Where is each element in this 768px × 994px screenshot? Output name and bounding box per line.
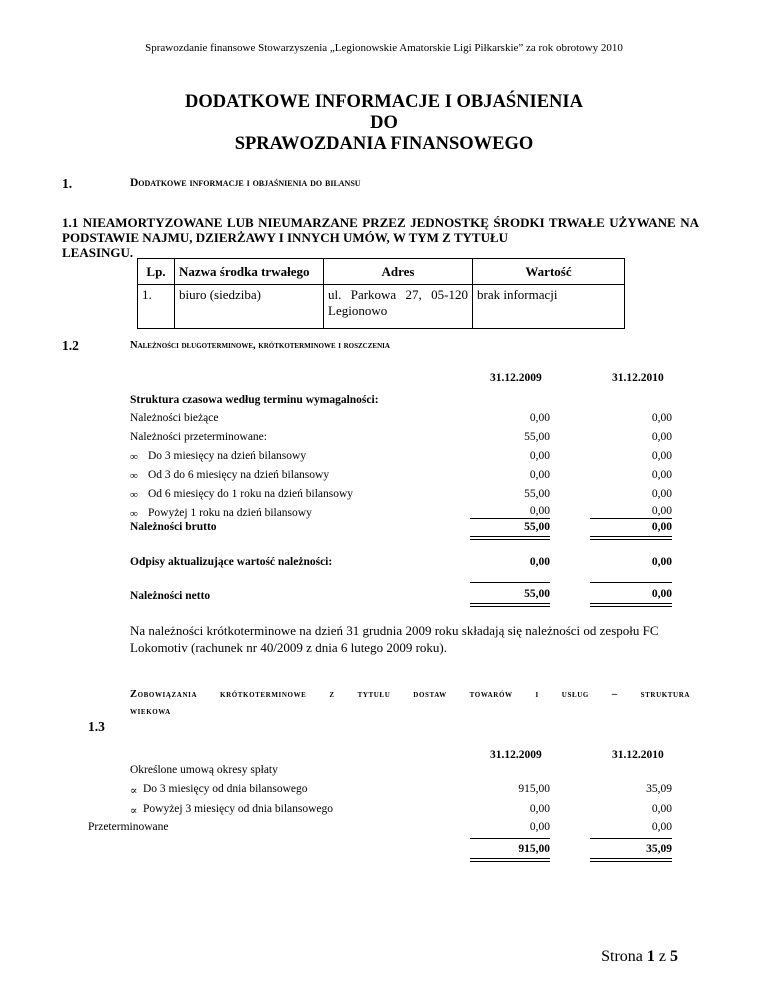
col-date-2009: 31.12.2009	[490, 749, 542, 761]
fixed-assets-table	[137, 258, 625, 329]
total-double-rule	[470, 603, 550, 607]
col-date-2010: 31.12.2010	[612, 749, 664, 761]
col-date-2010: 31.12.2010	[612, 372, 664, 384]
subtotal-rule	[470, 518, 550, 519]
subsection-1-1-title-end: LEASINGU.	[62, 245, 134, 260]
cell-lp: 1.	[138, 285, 175, 329]
netto-value-2009: 55,00	[524, 588, 550, 600]
row-value-2010: 0,00	[651, 488, 672, 500]
row-value-2010: 0,00	[651, 505, 672, 517]
row-value-2009: 0,00	[529, 803, 550, 815]
subtotal-rule	[470, 838, 550, 839]
total-double-rule	[590, 536, 672, 540]
overdue-value-2009: 0,00	[529, 821, 550, 833]
running-header: Sprawozdanie finansowe Stowarzyszenia „Legionowskie Amatorskie Ligi Piłkarskie” za rok obrotowy 2010	[145, 42, 623, 54]
row-value-2009: 0,00	[529, 505, 550, 517]
brutto-value-2010: 0,00	[651, 521, 672, 533]
table-row	[138, 285, 625, 329]
page-prefix: Strona	[601, 948, 647, 965]
brutto-label: Należności brutto	[130, 521, 217, 533]
subtotal-rule	[590, 838, 672, 839]
row-value-2010: 0,00	[651, 469, 672, 481]
doc-title-line-3: SPRAWOZDANIA FINANSOWEGO	[234, 134, 534, 154]
row-label: Do 3 miesięcy na dzień bilansowy	[148, 450, 307, 462]
overdue-value-2010: 0,00	[651, 821, 672, 833]
subtotal-rule	[470, 582, 550, 583]
row-label: Od 3 do 6 miesięcy na dzień bilansowy	[148, 469, 330, 481]
doc-title-line-1: DODATKOWE INFORMACJE I OBJAŚNIENIA	[185, 92, 583, 112]
bullet-icon: ∝	[130, 785, 138, 797]
row-label: Od 6 miesięcy do 1 roku na dzień bilansowy	[148, 488, 354, 500]
subtotal-rule	[590, 518, 672, 519]
subsection-1-1-title-text: 1.1 NIEAMORTYZOWANE LUB NIEUMARZANE PRZEZ JEDNOSTKĘ ŚRODKI TRWAŁE UŻYWANE NA PODSTAWIE NAJMU, DZIERŻAWY I INNYCH UMÓW, W TYM Z TYTUŁU	[62, 215, 699, 245]
section-1-title: Dodatkowe informacje i objaśnienia do bilansu	[130, 177, 361, 189]
page-sep: z	[654, 948, 670, 965]
bullet-icon: ∞	[130, 470, 138, 482]
subsection-1-3-title-line-1: Zobowiązania krótkoterminowe z tytułu dostaw towarów i usług – struktura	[130, 689, 690, 700]
page-number	[601, 948, 678, 966]
row-value-2009: 915,00	[518, 783, 550, 795]
total-double-rule	[590, 858, 672, 862]
brutto-value-2009: 55,00	[524, 521, 550, 533]
total-value-2009: 915,00	[518, 843, 550, 855]
structure-label: Struktura czasowa według terminu wymagalności:	[130, 394, 379, 406]
subsection-1-1-title	[62, 215, 699, 260]
bullet-icon: ∞	[130, 489, 138, 501]
col-header-address: Adres	[324, 259, 473, 285]
bullet-icon: ∝	[130, 805, 138, 817]
row-label: Powyżej 3 miesięcy od dnia bilansowego	[143, 803, 334, 815]
netto-label: Należności netto	[130, 590, 211, 602]
total-value-2010: 35,09	[646, 843, 672, 855]
total-pages: 5	[670, 948, 678, 965]
col-header-lp: Lp.	[138, 259, 175, 285]
row-value-2010: 0,00	[651, 803, 672, 815]
row-label: Należności przeterminowane:	[130, 431, 267, 443]
subsection-1-2-number: 1.2	[62, 338, 79, 353]
current-page: 1	[646, 948, 655, 965]
total-double-rule	[470, 858, 550, 862]
subtotal-rule	[590, 582, 672, 583]
col-header-value: Wartość	[473, 259, 625, 285]
cell-value: brak informacji	[473, 285, 625, 329]
row-value-2010: 0,00	[651, 412, 672, 424]
subsection-1-2-title: Należności długoterminowe, krótkoterminowe i roszczenia	[130, 340, 390, 351]
section-1-number: 1.	[62, 176, 73, 191]
cell-address: ul. Parkowa 27, 05-120 Legionowo	[324, 285, 473, 329]
subsection-1-3-title-line-2: wiekowa	[130, 706, 171, 717]
repayment-label: Określone umową okresy spłaty	[130, 764, 278, 776]
receivables-note: Na należności krótkoterminowe na dzień 31 grudnia 2009 roku składają się należności od zespołu FC Lokomotiv (rachunek nr 40/2009 z dnia 6 lutego 2009 roku).	[130, 623, 659, 655]
total-double-rule	[590, 603, 672, 607]
row-value-2009: 0,00	[529, 450, 550, 462]
odpisy-label: Odpisy aktualizujące wartość należności:	[130, 556, 333, 568]
bullet-icon: ∞	[130, 451, 138, 463]
col-date-2009: 31.12.2009	[490, 372, 542, 384]
total-double-rule	[470, 536, 550, 540]
doc-title-line-2: DO	[370, 113, 398, 133]
row-value-2009: 0,00	[529, 412, 550, 424]
row-label: Należności bieżące	[130, 412, 219, 424]
row-value-2010: 0,00	[651, 431, 672, 443]
subsection-1-3-title	[130, 686, 690, 720]
table-header-row	[138, 259, 625, 285]
row-value-2010: 0,00	[651, 450, 672, 462]
netto-value-2010: 0,00	[651, 588, 672, 600]
bullet-icon: ∞	[130, 508, 138, 520]
col-header-name: Nazwa środka trwałego	[175, 259, 324, 285]
overdue-label: Przeterminowane	[88, 821, 169, 833]
row-value-2009: 55,00	[524, 488, 550, 500]
row-value-2009: 0,00	[529, 469, 550, 481]
row-label: Do 3 miesięcy od dnia bilansowego	[143, 783, 308, 795]
cell-name: biuro (siedziba)	[175, 285, 324, 329]
row-value-2009: 55,00	[524, 431, 550, 443]
row-label: Powyżej 1 roku na dzień bilansowy	[148, 507, 312, 519]
subsection-1-3-number: 1.3	[88, 719, 105, 734]
odpisy-value-2010: 0,00	[651, 556, 672, 568]
odpisy-value-2009: 0,00	[529, 556, 550, 568]
row-value-2010: 35,09	[646, 783, 672, 795]
